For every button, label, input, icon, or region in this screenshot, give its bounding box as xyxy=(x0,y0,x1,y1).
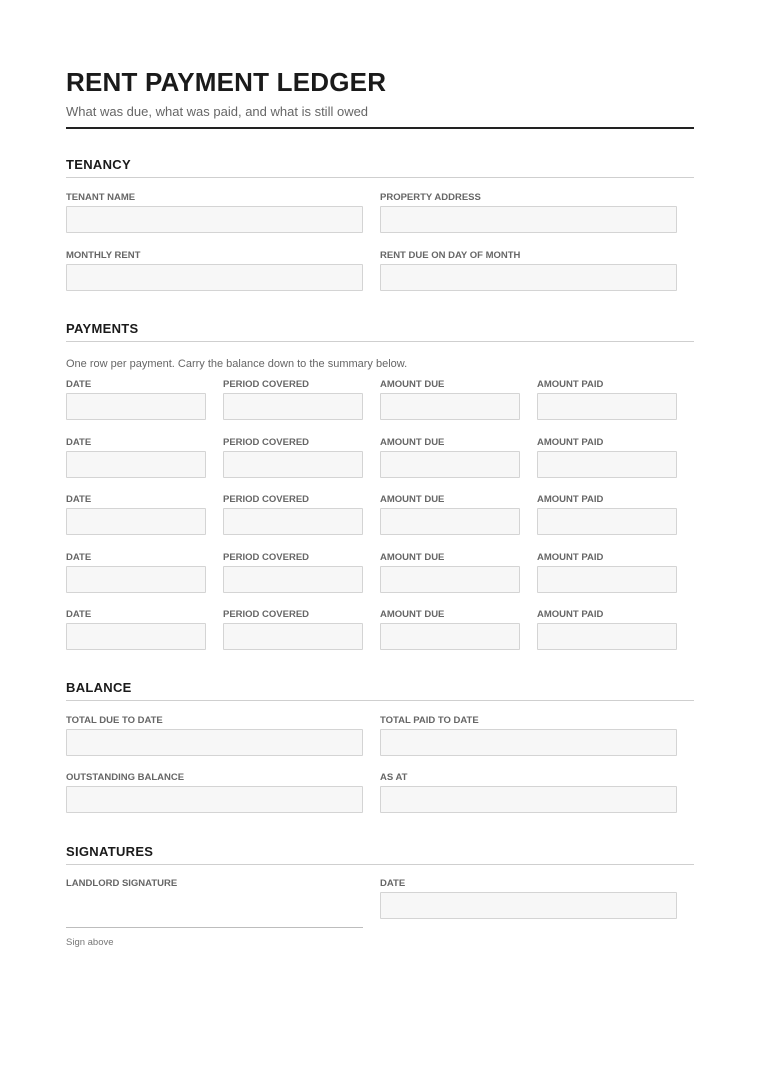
payment-amount-due-label: AMOUNT DUE xyxy=(380,437,445,448)
payment-period-label: PERIOD COVERED xyxy=(223,552,310,563)
property-address-field[interactable] xyxy=(380,206,677,233)
section-title: TENANCY xyxy=(66,157,131,172)
payment-amount-due-label: AMOUNT DUE xyxy=(380,379,445,390)
payment-amount-paid-label: AMOUNT PAID xyxy=(537,609,604,620)
payment-amount-due-field[interactable] xyxy=(380,451,520,478)
document-title: RENT PAYMENT LEDGER xyxy=(66,67,387,97)
section-tenancy-heading xyxy=(66,157,694,178)
payment-amount-due-label: AMOUNT DUE xyxy=(380,494,445,505)
total-paid-label: TOTAL PAID TO DATE xyxy=(380,715,479,726)
payment-period-field[interactable] xyxy=(223,566,363,593)
payment-date-label: DATE xyxy=(66,379,92,390)
total-due-field[interactable] xyxy=(66,729,363,756)
landlord-signature-line[interactable] xyxy=(66,927,363,928)
payment-period-label: PERIOD COVERED xyxy=(223,379,310,390)
monthly-rent-label: MONTHLY RENT xyxy=(66,250,141,261)
payment-date-label: DATE xyxy=(66,437,92,448)
payment-amount-due-field[interactable] xyxy=(380,566,520,593)
tenant-name-label: TENANT NAME xyxy=(66,192,136,203)
payment-period-field[interactable] xyxy=(223,508,363,535)
payment-amount-paid-field[interactable] xyxy=(537,393,677,420)
payment-date-field[interactable] xyxy=(66,393,206,420)
outstanding-balance-field[interactable] xyxy=(66,786,363,813)
payment-period-field[interactable] xyxy=(223,451,363,478)
payment-period-field[interactable] xyxy=(223,623,363,650)
tenant-name-field[interactable] xyxy=(66,206,363,233)
payment-amount-paid-field[interactable] xyxy=(537,623,677,650)
property-address-label: PROPERTY ADDRESS xyxy=(380,192,481,203)
section-title: SIGNATURES xyxy=(66,844,154,859)
payment-amount-paid-field[interactable] xyxy=(537,508,677,535)
payment-amount-paid-label: AMOUNT PAID xyxy=(537,552,604,563)
signature-date-field[interactable] xyxy=(380,892,677,919)
sign-above-caption: Sign above xyxy=(66,937,114,948)
as-at-field[interactable] xyxy=(380,786,677,813)
signature-date-label: DATE xyxy=(380,878,406,889)
payment-amount-paid-label: AMOUNT PAID xyxy=(537,379,604,390)
payment-amount-due-field[interactable] xyxy=(380,623,520,650)
payment-amount-due-field[interactable] xyxy=(380,393,520,420)
payment-amount-paid-field[interactable] xyxy=(537,451,677,478)
payment-amount-paid-label: AMOUNT PAID xyxy=(537,437,604,448)
section-balance-heading xyxy=(66,680,694,701)
payment-date-label: DATE xyxy=(66,609,92,620)
landlord-signature-label: LANDLORD SIGNATURE xyxy=(66,878,178,889)
monthly-rent-field[interactable] xyxy=(66,264,363,291)
payment-date-field[interactable] xyxy=(66,623,206,650)
as-at-label: AS AT xyxy=(380,772,408,783)
payment-date-field[interactable] xyxy=(66,508,206,535)
title-divider xyxy=(66,127,694,129)
document-subtitle: What was due, what was paid, and what is still owed xyxy=(66,104,369,119)
payment-amount-due-field[interactable] xyxy=(380,508,520,535)
total-paid-field[interactable] xyxy=(380,729,677,756)
section-payments-heading xyxy=(66,321,694,342)
rent-due-day-label: RENT DUE ON DAY OF MONTH xyxy=(380,250,521,261)
section-signatures-heading xyxy=(66,844,694,865)
rent-due-day-field[interactable] xyxy=(380,264,677,291)
payment-date-field[interactable] xyxy=(66,566,206,593)
payment-amount-paid-label: AMOUNT PAID xyxy=(537,494,604,505)
section-title: PAYMENTS xyxy=(66,321,139,336)
payment-amount-paid-field[interactable] xyxy=(537,566,677,593)
section-title: BALANCE xyxy=(66,680,132,695)
total-due-label: TOTAL DUE TO DATE xyxy=(66,715,163,726)
payment-period-field[interactable] xyxy=(223,393,363,420)
payment-period-label: PERIOD COVERED xyxy=(223,437,310,448)
payment-period-label: PERIOD COVERED xyxy=(223,494,310,505)
payment-date-label: DATE xyxy=(66,494,92,505)
payment-amount-due-label: AMOUNT DUE xyxy=(380,609,445,620)
payment-date-field[interactable] xyxy=(66,451,206,478)
outstanding-balance-label: OUTSTANDING BALANCE xyxy=(66,772,185,783)
payment-date-label: DATE xyxy=(66,552,92,563)
payment-period-label: PERIOD COVERED xyxy=(223,609,310,620)
payment-amount-due-label: AMOUNT DUE xyxy=(380,552,445,563)
payments-instructions: One row per payment. Carry the balance down to the summary below. xyxy=(66,358,408,370)
